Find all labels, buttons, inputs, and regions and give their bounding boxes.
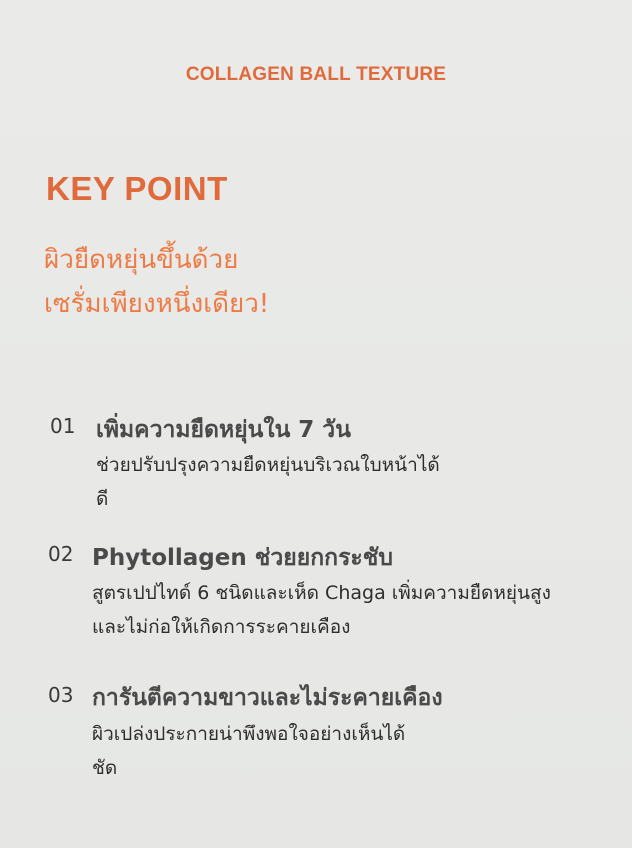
- headline-line: เซรั่มเพียงหนึ่งเดียว!: [44, 289, 270, 319]
- point-title: Phytollagen ช่วยยกกระชับ: [92, 545, 393, 571]
- point-description-line: สูตรเปปไทด์ 6 ชนิดและเห็ด Chaga เพิ่มความยืดหยุ่นสูง: [92, 582, 551, 604]
- point-number: 01: [50, 414, 76, 438]
- point-description-line: ช่วยปรับปรุงความยืดหยุ่นบริเวณใบหน้าได้: [96, 454, 440, 476]
- point-number: 03: [48, 683, 74, 707]
- point-title: การันตีความขาวและไม่ระคายเคือง: [92, 685, 443, 711]
- point-description: [92, 576, 551, 644]
- key-point-title: KEY POINT: [46, 170, 228, 207]
- texture-label: COLLAGEN BALL TEXTURE: [185, 64, 447, 85]
- point-description-line: ดี: [96, 488, 109, 510]
- point-description-line: และไม่ก่อให้เกิดการระคายเคือง: [92, 616, 351, 638]
- point-description-line: ผิวเปล่งประกายน่าพึงพอใจอย่างเห็นได้: [92, 723, 406, 745]
- point-description: [92, 717, 405, 785]
- point-title: เพิ่มความยืดหยุ่นใน 7 วัน: [96, 417, 351, 443]
- point-number: 02: [48, 542, 74, 566]
- headline: [44, 238, 269, 326]
- point-description-line: ชัด: [92, 757, 118, 779]
- point-description: [96, 448, 440, 516]
- headline-line: ผิวยืดหยุ่นขึ้นด้วย: [44, 245, 239, 275]
